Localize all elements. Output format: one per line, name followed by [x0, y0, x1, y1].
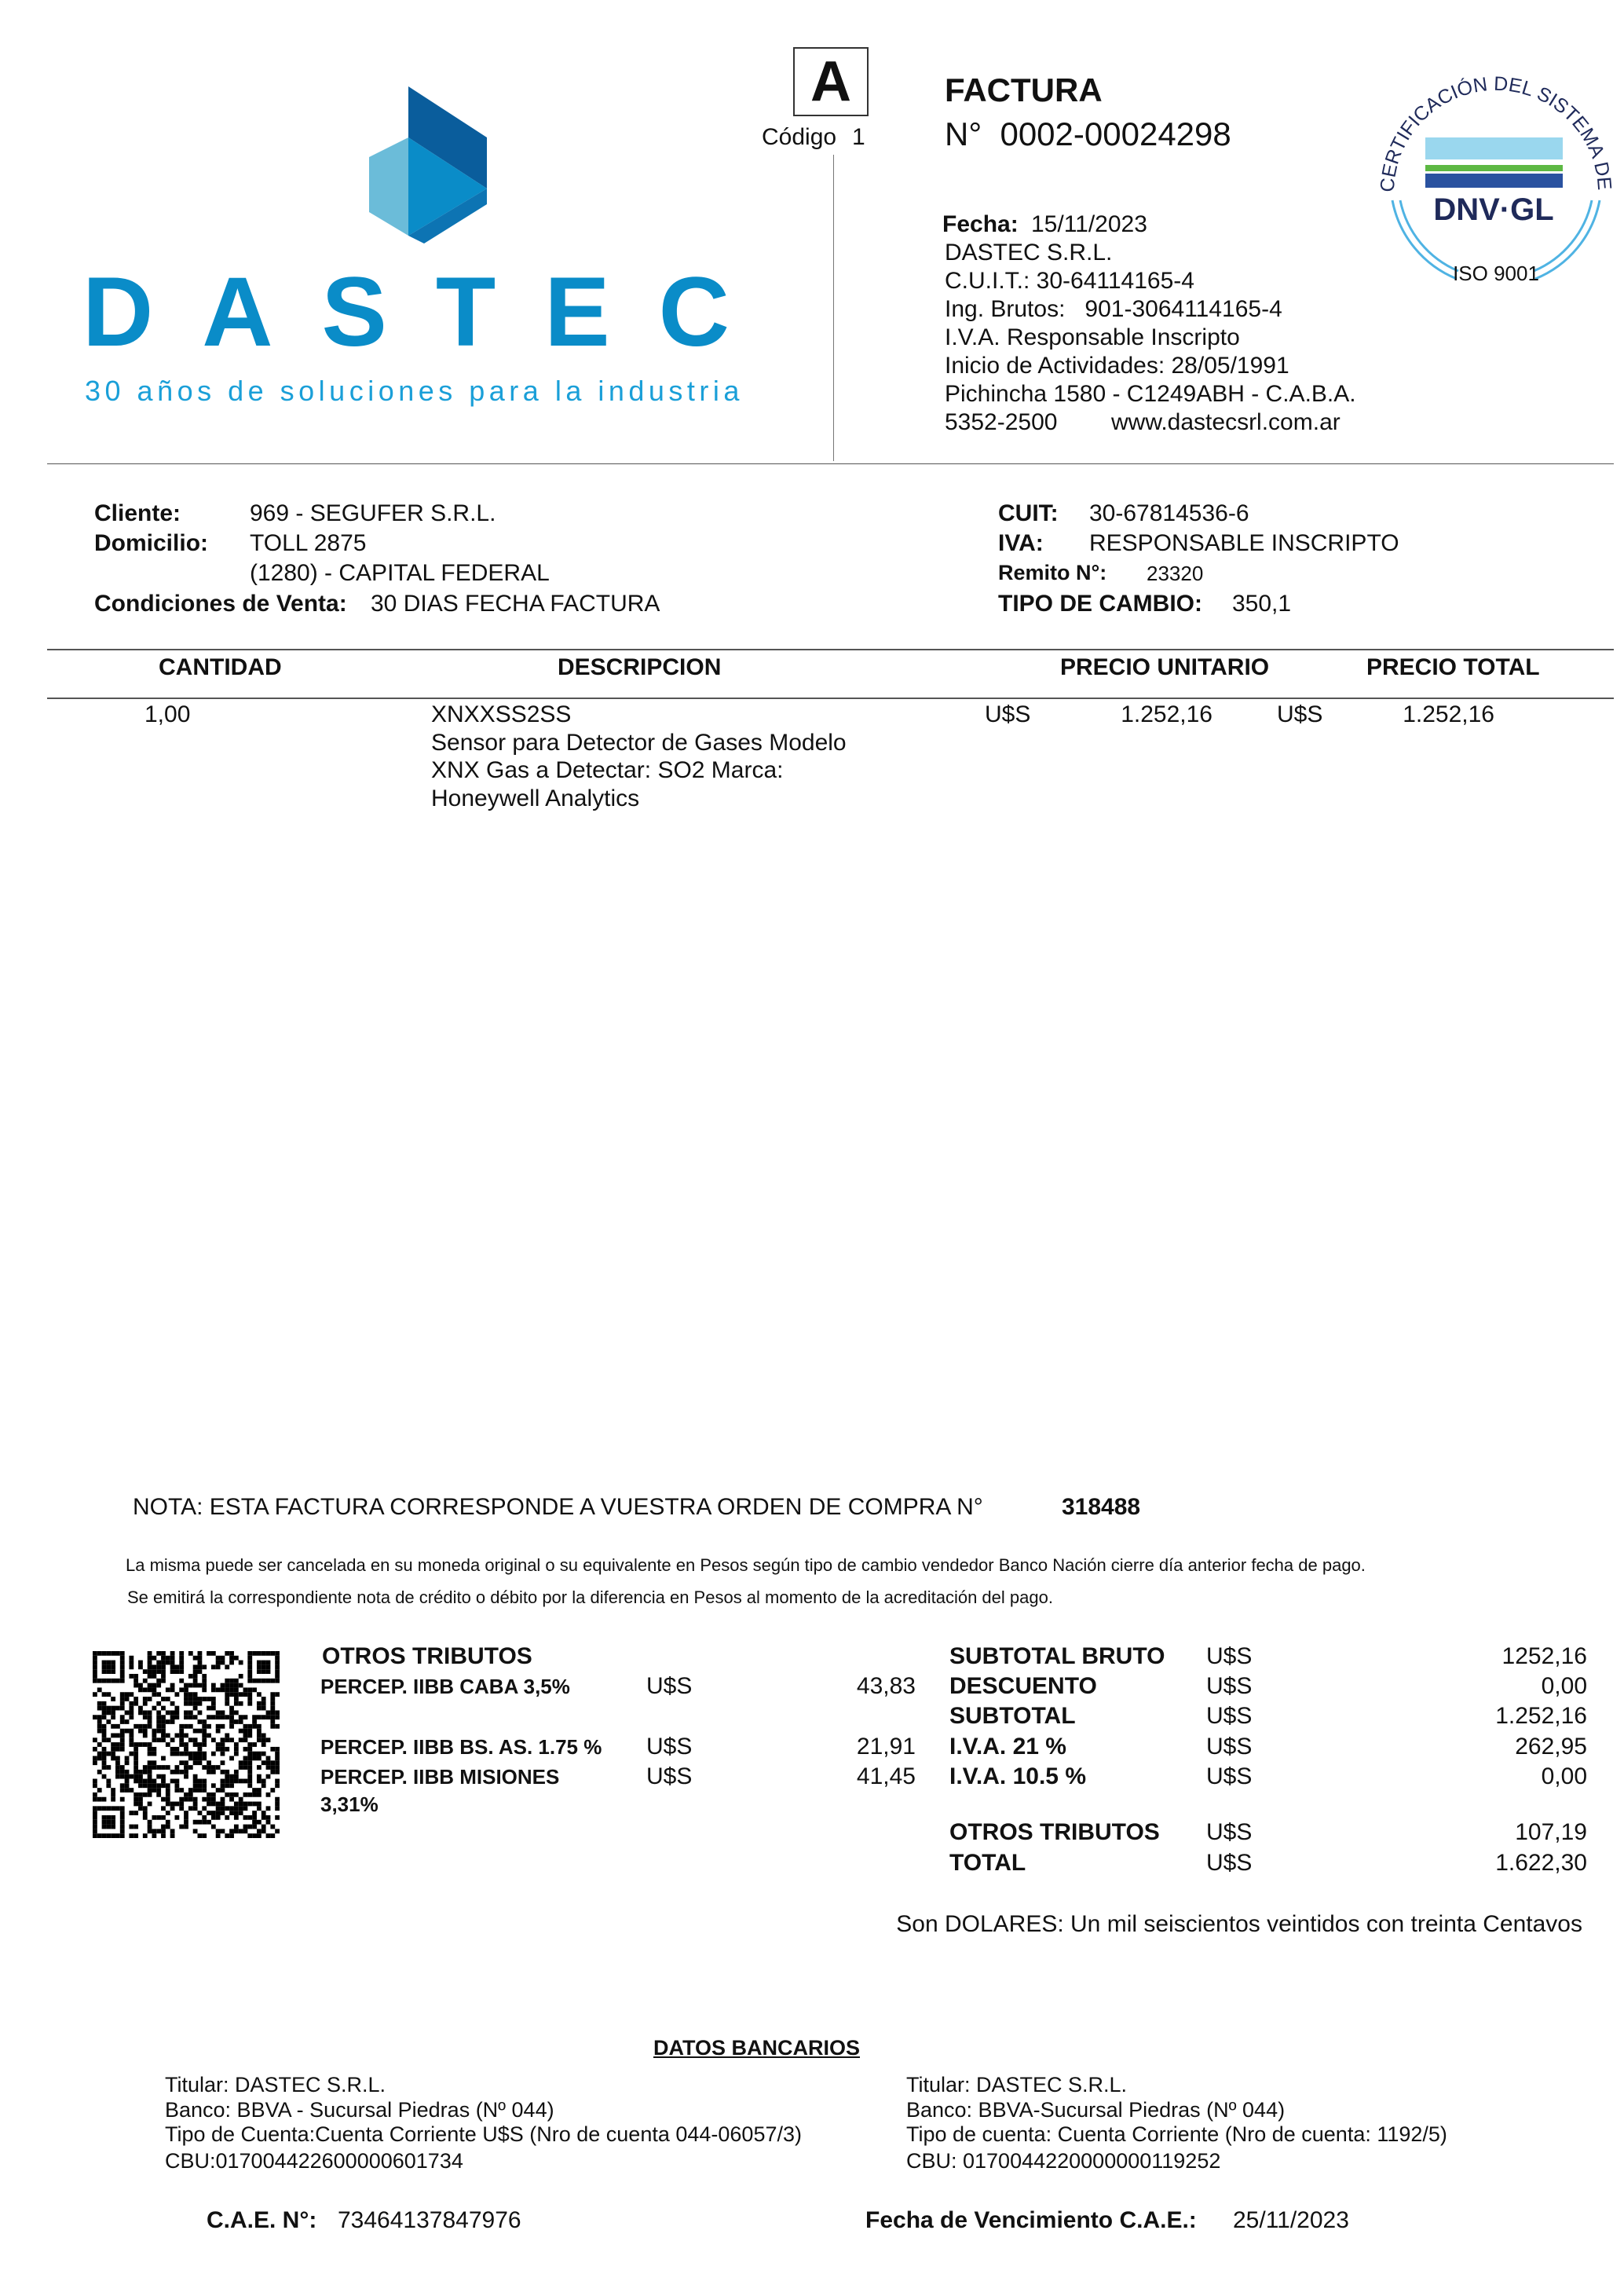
svg-text:30 años de soluciones para la: 30 años de soluciones para la industria — [85, 375, 744, 407]
dnv-certification-logo — [1370, 43, 1622, 295]
totals-currency: U$S — [1206, 1819, 1253, 1845]
cambio-label: TIPO DE CAMBIO: — [998, 591, 1202, 617]
cuit-label: CUIT: — [998, 500, 1059, 526]
otros-tributos-title: OTROS TRIBUTOS — [322, 1643, 532, 1669]
svg-text:CERTIFICACIÓN DEL SISTEMA DE C: CERTIFICACIÓN DEL SISTEMA DE — [1376, 72, 1616, 193]
tributo-currency: U$S — [646, 1734, 693, 1760]
issuer-inicio: Inicio de Actividades: 28/05/1991 — [945, 353, 1289, 379]
table-top-line — [47, 649, 1614, 650]
tributo-label: PERCEP. IIBB BS. AS. 1.75 % — [320, 1735, 602, 1759]
issuer-iva: I.V.A. Responsable Inscripto — [945, 324, 1240, 350]
tributo-label: PERCEP. IIBB CABA 3,5% — [320, 1675, 570, 1698]
invoice-number: N° 0002-00024298 — [945, 115, 1231, 152]
issuer-ing-brutos: Ing. Brutos: 901-3064114165-4 — [945, 296, 1282, 322]
bank-right-line: Tipo de cuenta: Cuenta Corriente (Nro de cuenta: 1192/5) — [906, 2122, 1447, 2146]
totals-value: 1252,16 — [1501, 1643, 1587, 1669]
cae-value: 73464137847976 — [338, 2207, 521, 2233]
bank-left-line: Titular: DASTEC S.R.L. — [165, 2073, 386, 2096]
remito-value: 23320 — [1147, 562, 1204, 585]
issuer-address: Pichincha 1580 - C1249ABH - C.A.B.A. — [945, 381, 1356, 407]
tributo-label-cont: 3,31% — [320, 1792, 379, 1816]
tributo-value: 21,91 — [856, 1734, 916, 1760]
totals-value: 0,00 — [1541, 1673, 1587, 1699]
totals-label: SUBTOTAL — [949, 1703, 1076, 1729]
invoice-type-letter: A — [810, 50, 851, 113]
header-separator — [47, 463, 1614, 464]
totals-label: I.V.A. 21 % — [949, 1734, 1066, 1760]
bank-title: DATOS BANCARIOS — [653, 2036, 861, 2060]
row-total-currency: U$S — [1277, 701, 1323, 727]
iva-label: IVA: — [998, 530, 1044, 556]
dastec-logo-icon — [79, 86, 754, 416]
cliente-value: 969 - SEGUFER S.R.L. — [250, 500, 496, 526]
header-precio-total: PRECIO TOTAL — [1366, 654, 1540, 680]
legal-text: La misma puede ser cancelada en su moneda original o su equivalente en Pesos según tipo de cambio vendedor Banco Nación cierre día anterior fecha de pago. — [126, 1555, 1366, 1575]
totals-value: 262,95 — [1515, 1734, 1587, 1760]
row-descripcion-line: Sensor para Detector de Gases Modelo — [431, 730, 847, 756]
domicilio-line2: (1280) - CAPITAL FEDERAL — [250, 560, 550, 586]
totals-currency: U$S — [1206, 1673, 1253, 1699]
fecha-value: 15/11/2023 — [1031, 211, 1147, 237]
row-descripcion-line: Honeywell Analytics — [431, 785, 640, 811]
domicilio-value: TOLL 2875 — [250, 530, 367, 556]
tributo-currency: U$S — [646, 1673, 693, 1699]
svg-text:DNV·GL: DNV·GL — [1433, 192, 1554, 227]
totals-label: SUBTOTAL BRUTO — [949, 1643, 1165, 1669]
totals-currency: U$S — [1206, 1643, 1253, 1669]
totals-currency: U$S — [1206, 1734, 1253, 1760]
cae-label: C.A.E. N°: — [207, 2207, 317, 2233]
amount-in-words: Son DOLARES: Un mil seiscientos veintidos con treinta Centavos — [896, 1911, 1582, 1937]
legal-text: Se emitirá la correspondiente nota de crédito o débito por la diferencia en Pesos al momento de la acreditación del pago. — [127, 1587, 1053, 1607]
totals-value: 0,00 — [1541, 1763, 1587, 1789]
row-total-price: 1.252,16 — [1403, 701, 1494, 727]
bank-left-line: Tipo de Cuenta:Cuenta Corriente U$S (Nro de cuenta 044-06057/3) — [165, 2122, 802, 2146]
issuer-phone: 5352-2500 — [945, 409, 1058, 435]
remito-label: Remito N°: — [998, 561, 1107, 584]
header-cantidad: CANTIDAD — [159, 654, 282, 680]
header-precio-unitario: PRECIO UNITARIO — [1060, 654, 1270, 680]
issuer-name: DASTEC S.R.L. — [945, 240, 1113, 265]
svg-text:ISO 9001: ISO 9001 — [1453, 262, 1539, 285]
cliente-label: Cliente: — [94, 500, 181, 526]
row-cantidad: 1,00 — [144, 701, 191, 727]
totals-label: DESCUENTO — [949, 1673, 1097, 1699]
totals-value: 107,19 — [1515, 1819, 1587, 1845]
header-divider — [833, 155, 834, 461]
totals-label: OTROS TRIBUTOS — [949, 1819, 1160, 1845]
tributo-label: PERCEP. IIBB MISIONES — [320, 1765, 560, 1789]
row-unit-currency: U$S — [985, 701, 1031, 727]
bank-left-line: Banco: BBVA - Sucursal Piedras (Nº 044) — [165, 2098, 554, 2122]
tributo-currency: U$S — [646, 1763, 693, 1789]
codigo-label: Código — [762, 124, 837, 150]
cae-venc-value: 25/11/2023 — [1233, 2207, 1349, 2233]
bank-right-line: Banco: BBVA-Sucursal Piedras (Nº 044) — [906, 2098, 1286, 2122]
row-unit-price: 1.252,16 — [1121, 701, 1213, 727]
domicilio-label: Domicilio: — [94, 530, 209, 556]
totals-currency: U$S — [1206, 1850, 1253, 1876]
row-descripcion-line: XNXXSS2SS — [431, 701, 572, 727]
totals-currency: U$S — [1206, 1763, 1253, 1789]
bank-right-line: Titular: DASTEC S.R.L. — [906, 2073, 1128, 2096]
svg-text:DASTEC: DASTEC — [82, 258, 754, 367]
iva-value: RESPONSABLE INSCRIPTO — [1089, 530, 1399, 556]
condiciones-label: Condiciones de Venta: — [94, 591, 347, 617]
qr-code — [93, 1651, 280, 1838]
totals-currency: U$S — [1206, 1703, 1253, 1729]
totals-value: 1.622,30 — [1495, 1850, 1587, 1876]
cuit-value: 30-67814536-6 — [1089, 500, 1249, 526]
cae-venc-label: Fecha de Vencimiento C.A.E.: — [865, 2207, 1197, 2233]
codigo-value: 1 — [852, 124, 865, 150]
header-descripcion: DESCRIPCION — [558, 654, 722, 680]
issuer-cuit: C.U.I.T.: 30-64114165-4 — [945, 268, 1194, 294]
totals-label: TOTAL — [949, 1850, 1026, 1876]
bank-right-line: CBU: 0170044220000000119252 — [906, 2149, 1221, 2173]
issuer-website: www.dastecsrl.com.ar — [1111, 409, 1341, 435]
cambio-value: 350,1 — [1232, 591, 1292, 617]
tributo-value: 43,83 — [856, 1673, 916, 1699]
nota-orden: 318488 — [1062, 1494, 1141, 1520]
condiciones-value: 30 DIAS FECHA FACTURA — [371, 591, 660, 617]
bank-left-line: CBU:017004422600000601734 — [165, 2149, 463, 2173]
totals-value: 1.252,16 — [1495, 1703, 1587, 1729]
invoice-title: FACTURA — [945, 71, 1103, 108]
tributo-value: 41,45 — [856, 1763, 916, 1789]
table-header-line — [47, 698, 1614, 699]
fecha-label: Fecha: — [942, 211, 1019, 237]
invoice-type-box — [793, 47, 869, 116]
company-logo — [79, 86, 754, 416]
row-descripcion-line: XNX Gas a Detectar: SO2 Marca: — [431, 757, 784, 783]
nota-text: NOTA: ESTA FACTURA CORRESPONDE A VUESTRA ORDEN DE COMPRA N° — [133, 1494, 983, 1520]
totals-label: I.V.A. 10.5 % — [949, 1763, 1086, 1789]
